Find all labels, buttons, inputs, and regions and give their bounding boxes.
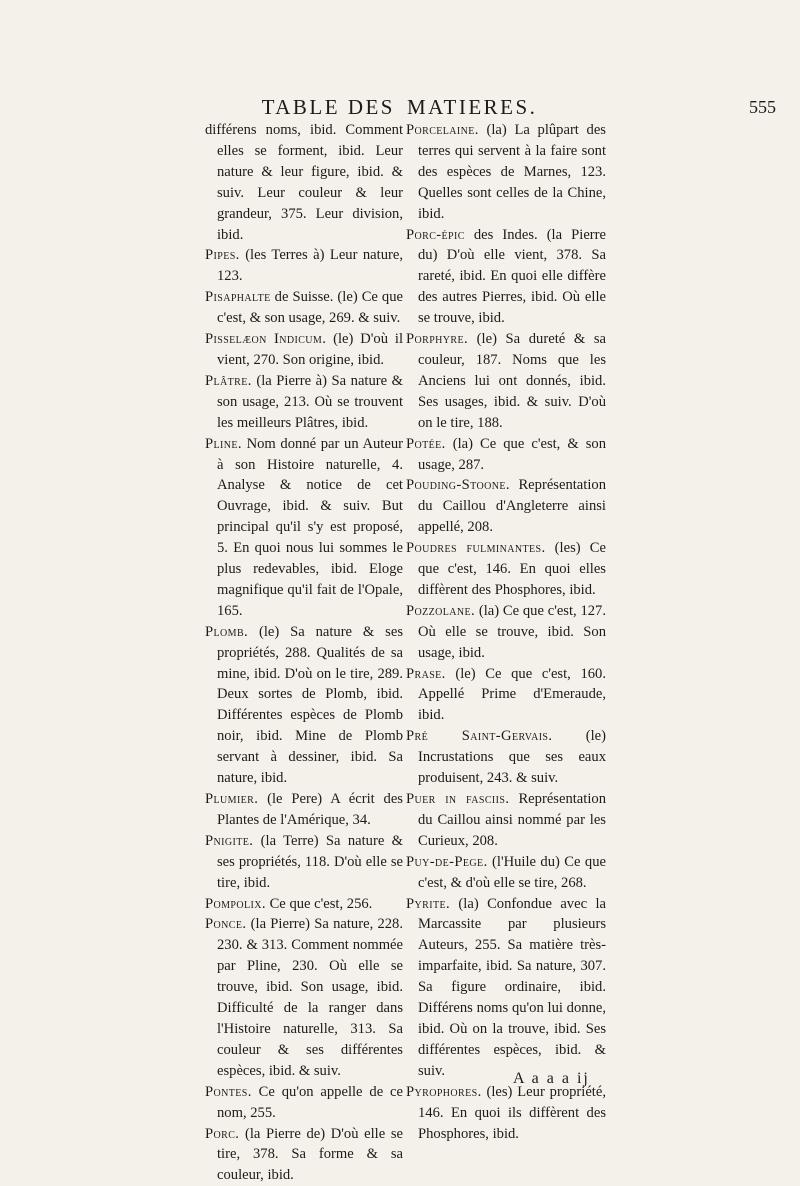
entry-text: Ce que c'est, 256.	[270, 896, 373, 912]
entry-text: (la) Ce que c'est, & son usage, 287.	[418, 436, 606, 473]
entry-text: des Indes. (la Pierre du) D'où elle vient, 378. Sa rareté, ibid. En quoi elle diffère des autres Pierres, ibid. Où elle se trouve, ibid.	[418, 227, 606, 327]
entry-text: (la Pierre) Sa nature, 228. 230. & 313. Comment nommée par Pline, 230. Où elle se trouve, ibid. Son usage, ibid. Difficulté de la ranger dans l'Histoire naturelle, 313. Sa couleur & ses différentes espèces, ibid. & suiv.	[217, 916, 403, 1078]
entry-text: (le) Ce que c'est, 160. Appellé Prime d'Emeraude, ibid.	[418, 666, 606, 724]
index-entry	[406, 601, 606, 664]
entry-heading: Porphyre.	[406, 331, 468, 347]
entry-text: (les) Leur propriété, 146. En quoi ils diffèrent des Phosphores, ibid.	[418, 1084, 606, 1142]
index-entry	[406, 852, 606, 894]
index-entry	[205, 914, 403, 1081]
entry-text: Représentation du Caillou d'Angleterre ainsi appellé, 208.	[418, 477, 606, 535]
entry-heading: Porc-épic	[406, 227, 465, 243]
index-entry	[205, 120, 403, 245]
entry-heading: Pline.	[205, 436, 242, 452]
index-entry	[205, 287, 403, 329]
index-entry	[205, 1082, 403, 1124]
entry-heading: Pipes.	[205, 247, 240, 263]
entry-heading: Ponce.	[205, 916, 246, 932]
index-entry	[406, 120, 606, 225]
index-entry	[406, 538, 606, 601]
entry-heading: Pozzolane.	[406, 603, 475, 619]
entry-heading: Pisselæon Indicum.	[205, 331, 326, 347]
index-entry	[205, 1124, 403, 1186]
entry-text: (la) Confondue avec la Marcassite par plusieurs Auteurs, 255. Sa matière très-imparfaite, ibid. Sa nature, 307. Sa figure ordinaire, ibid. Différens noms qu'on lui donne, ibid. Où on la trouve, ibid. Ses différentes espèces, ibid. & suiv.	[418, 896, 606, 1079]
entry-heading: Porc.	[205, 1126, 239, 1142]
entry-text: différens noms, ibid. Comment elles se forment, ibid. Leur nature & leur figure, ibid. & suiv. Leur couleur & leur grandeur, 375. Leur division, ibid.	[205, 122, 403, 243]
index-entry	[406, 1082, 606, 1145]
entry-text: (la) La plûpart des terres qui servent à la faire sont des espèces de Marnes, 123. Quelles sont celles de la Chine, ibid.	[418, 122, 606, 222]
entry-text: (le) D'où il vient, 270. Son origine, ibid.	[217, 331, 403, 368]
entry-heading: Pouding-Stoone.	[406, 477, 510, 493]
entry-text: (les Terres à) Leur nature, 123.	[217, 247, 403, 284]
index-entry	[205, 329, 403, 371]
entry-heading: Puer in fasciis.	[406, 791, 509, 807]
entry-text: (la Pierre à) Sa nature & son usage, 213. Où se trouvent les meilleurs Plâtres, ibid.	[217, 373, 403, 431]
entry-heading: Pontes.	[205, 1084, 252, 1100]
entry-heading: Pyrophores.	[406, 1084, 482, 1100]
entry-text: (la Terre) Sa nature & ses propriétés, 118. D'où elle se tire, ibid.	[217, 833, 403, 891]
header-right: MATIERES.	[407, 95, 537, 120]
entry-text: (l'Huile du) Ce que c'est, & d'où elle se tire, 268.	[418, 854, 606, 891]
index-entry	[205, 434, 403, 622]
entry-heading: Pompolix.	[205, 896, 266, 912]
entry-heading: Potée.	[406, 436, 446, 452]
index-entry	[406, 664, 606, 727]
entry-text: (le Pere) A écrit des Plantes de l'Amérique, 34.	[217, 791, 403, 828]
right-column	[406, 120, 606, 1144]
index-entry	[205, 371, 403, 434]
index-entry	[205, 894, 403, 915]
entry-text: (le) Sa nature & ses propriétés, 288. Qualités de sa mine, ibid. D'où on le tire, 289. Deux sortes de Plomb, ibid. Différentes espèces de Plomb noir, ibid. Mine de Plomb servant à dessiner, ibid. Sa nature, ibid.	[217, 624, 403, 786]
index-entry	[406, 329, 606, 434]
index-entry	[406, 475, 606, 538]
entry-text: de Suisse. (le) Ce que c'est, & son usage, 269. & suiv.	[217, 289, 403, 326]
entry-text: (la Pierre de) D'où elle se tire, 378. Sa forme & sa couleur, ibid.	[217, 1126, 403, 1184]
entry-heading: Pyrite.	[406, 896, 450, 912]
entry-text: (la) Ce que c'est, 127. Où elle se trouve, ibid. Son usage, ibid.	[418, 603, 606, 661]
index-entry	[205, 245, 403, 287]
signature-mark: A a a a ij	[513, 1070, 590, 1088]
entry-text: (les) Ce que c'est, 146. En quoi elles diffèrent des Phosphores, ibid.	[418, 540, 606, 598]
index-entry	[406, 789, 606, 852]
page-number: 555	[749, 97, 776, 118]
index-entry	[205, 831, 403, 894]
entry-heading: Pisaphalte	[205, 289, 271, 305]
entry-text: Nom donné par un Auteur à son Histoire naturelle, 4. Analyse & notice de cet Ouvrage, ibid. & suiv. But principal qu'il s'y est proposé, 5. En quoi nous lui sommes le plus redevables, ibid. Eloge magnifique qu'il fait de l'Opale, 165.	[217, 436, 403, 619]
index-entry	[406, 726, 606, 789]
entry-heading: Plumier.	[205, 791, 258, 807]
index-entry	[406, 894, 606, 1082]
entry-heading: Puy-de-Pege.	[406, 854, 488, 870]
entry-heading: Pnigite.	[205, 833, 253, 849]
index-entry	[205, 789, 403, 831]
index-entry	[406, 434, 606, 476]
index-entry	[406, 225, 606, 330]
entry-text: Représentation du Caillou ainsi nommé par les Curieux, 208.	[418, 791, 606, 849]
entry-text: (le) Sa dureté & sa couleur, 187. Noms que les Anciens lui ont donnés, ibid. Ses usages, ibid. & suiv. D'où on le tire, 188.	[418, 331, 606, 431]
entry-heading: Poudres fulminantes.	[406, 540, 546, 556]
left-column	[205, 120, 403, 1186]
entry-heading: Plomb.	[205, 624, 248, 640]
entry-text: (le) Incrustations que ses eaux produisent, 243. & suiv.	[418, 728, 606, 786]
header-left: TABLE DES	[262, 95, 395, 120]
entry-heading: Plâtre.	[205, 373, 252, 389]
index-entry	[205, 622, 403, 789]
entry-heading: Porcelaine.	[406, 122, 479, 138]
entry-heading: Pré Saint-Gervais.	[406, 728, 552, 744]
entry-text: Ce qu'on appelle de ce nom, 255.	[217, 1084, 403, 1121]
entry-heading: Prase.	[406, 666, 446, 682]
